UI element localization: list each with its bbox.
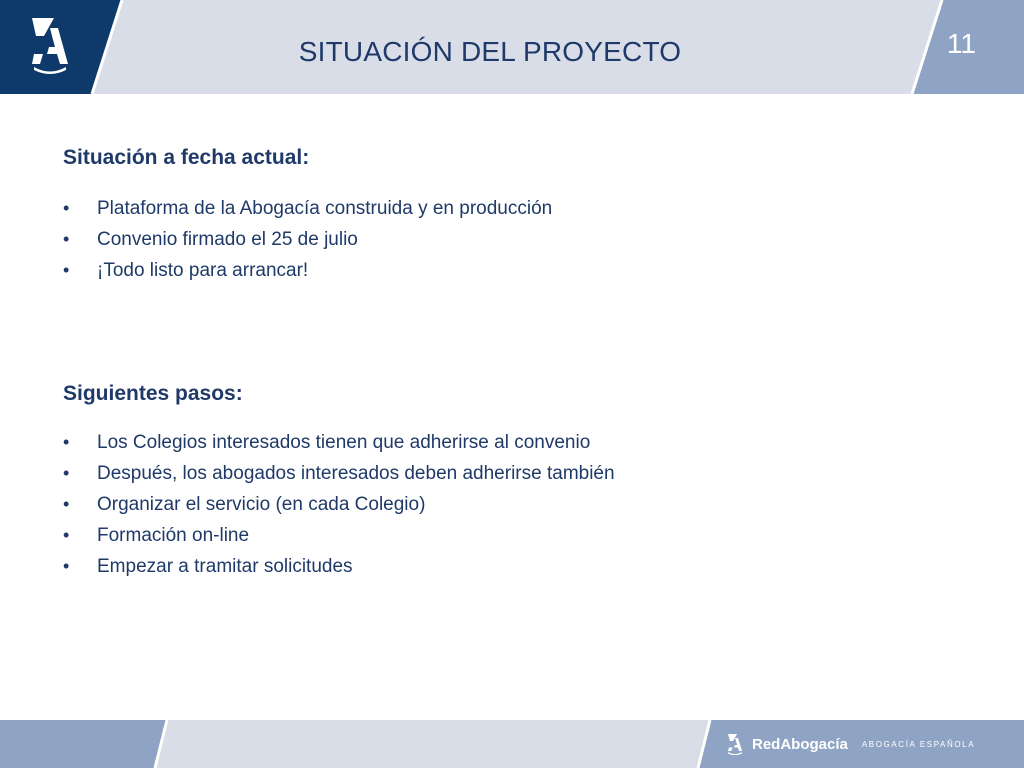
bullet-icon: • — [63, 432, 70, 452]
abogacia-a-logo-icon — [727, 733, 743, 755]
slide-number: 11 — [946, 28, 976, 59]
bullet-icon: • — [63, 463, 70, 483]
list-item — [63, 255, 552, 286]
footer-brand-name: RedAbogacía — [752, 735, 848, 753]
list-item — [63, 551, 615, 582]
bullet-icon: • — [63, 198, 70, 218]
section-heading-current-status: Situación a fecha actual: — [63, 146, 310, 169]
section-heading-next-steps: Siguientes pasos: — [63, 382, 243, 405]
list-item-text: Convenio firmado el 25 de julio — [97, 229, 358, 250]
list-item-text: Formación on-line — [97, 525, 250, 546]
list-item-text: Los Colegios interesados tienen que adherirse al convenio — [97, 432, 591, 453]
bullet-icon: • — [63, 494, 70, 514]
slide-title: SITUACIÓN DEL PROYECTO — [298, 36, 682, 67]
list-item — [63, 427, 615, 458]
footer-brand-tagline: ABOGACÍA ESPAÑOLA — [861, 739, 976, 749]
abogacia-a-logo-icon — [30, 14, 70, 74]
list-item-text: Empezar a tramitar solicitudes — [97, 556, 353, 577]
list-item-text: Organizar el servicio (en cada Colegio) — [97, 494, 426, 515]
next-steps-list — [63, 427, 615, 582]
list-item — [63, 520, 615, 551]
list-item-text: ¡Todo listo para arrancar! — [97, 260, 309, 281]
current-status-list — [63, 193, 552, 286]
list-item — [63, 193, 552, 224]
list-item — [63, 458, 615, 489]
footer-brand — [727, 733, 975, 755]
bullet-icon: • — [63, 229, 70, 249]
list-item — [63, 224, 552, 255]
list-item-text: Plataforma de la Abogacía construida y en producción — [97, 198, 553, 219]
bullet-icon: • — [63, 556, 70, 576]
list-item — [63, 489, 615, 520]
bullet-icon: • — [63, 260, 70, 280]
list-item-text: Después, los abogados interesados deben adherirse también — [97, 463, 615, 484]
bullet-icon: • — [63, 525, 70, 545]
